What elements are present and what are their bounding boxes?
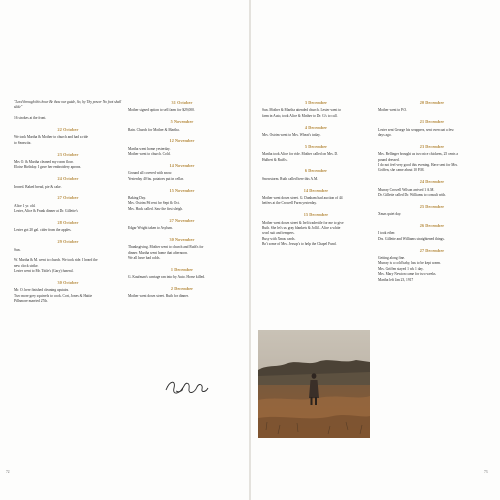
entry-date: 4 December bbox=[304, 124, 328, 130]
entry-text: Mother went down street. G. Dunham had auction of 44 heifers at the Crowell Farm yesterday. bbox=[262, 196, 343, 206]
entry-date: 5 December bbox=[304, 143, 328, 149]
diary-entry bbox=[128, 119, 236, 133]
entry-date: 3 December bbox=[304, 100, 328, 105]
entry-text: Rain. Church for Mother & Martha. bbox=[128, 127, 180, 132]
entry-date: 23 October bbox=[57, 151, 79, 157]
entry-text: Edgar Wright taken to Asylum. bbox=[128, 226, 173, 231]
diary-entry bbox=[14, 280, 122, 305]
entry-date: 1 December bbox=[170, 266, 194, 272]
diary-entry bbox=[128, 218, 236, 232]
entry-date: 30 November bbox=[169, 236, 195, 242]
entry-text: Mrs. Bellinger brought us two nice chickens, 25 cents a pound dressed. I do not feel very good this evening. Have sent for Mrs. Griffen, she came about 10 P.M. bbox=[378, 152, 458, 173]
diary-entry bbox=[262, 100, 370, 119]
diary-entry bbox=[262, 144, 370, 163]
entry-text: Xmas quiet day. bbox=[378, 212, 402, 217]
entry-date: 20 December bbox=[419, 100, 445, 105]
entry-text: Martha took Alice for ride. Mother called on Mrs. D. Hulbert & Ruth's. bbox=[262, 152, 339, 162]
entry-date: 14 November bbox=[169, 163, 195, 169]
diary-entry bbox=[378, 100, 486, 114]
entry-date: 15 November bbox=[169, 187, 195, 193]
entry-date: 5 November bbox=[170, 119, 194, 125]
entry-text: Murray Crowell Wilson arrived 1 A.M. Dr. Gillette called Dr. Williams to consult with. bbox=[378, 187, 447, 198]
entry-text: Thanksgiving. Mother went to church and Ruth's for dinner. Martha went home that afternoon. We all have bad colds. bbox=[128, 245, 204, 261]
entry-date: 28 October bbox=[57, 220, 79, 226]
entry-list bbox=[14, 127, 122, 305]
entry-text: Mother went to P.O. bbox=[378, 108, 408, 113]
diary-entry bbox=[14, 239, 122, 253]
entry-date: 6 December bbox=[304, 168, 328, 174]
diary-entry bbox=[14, 176, 122, 190]
entry-date: 21 December bbox=[419, 119, 445, 125]
diary-column-2 bbox=[128, 100, 236, 305]
entry-text: Snowstorm. Ruth called here this A.M. bbox=[262, 176, 319, 181]
entry-text: W. Martha & M. went to church. We took ride. I heard the new clock strike. Lester went to Mr. Tittle's (Gary) funeral. bbox=[14, 258, 98, 274]
diary-entry bbox=[262, 188, 370, 207]
entry-date: 27 December bbox=[419, 247, 445, 253]
entry-date: 26 December bbox=[419, 223, 445, 229]
intro-line: 16 strokes at the front. bbox=[14, 116, 47, 121]
diary-entry bbox=[378, 144, 486, 174]
entry-text: Lester sent George his wrappers, sent overcoat a few days ago. bbox=[378, 127, 454, 138]
diary-entry bbox=[128, 100, 236, 114]
entry-date: 12 November bbox=[169, 138, 195, 144]
entry-text: Sun. bbox=[14, 247, 21, 252]
diary-entry bbox=[14, 152, 122, 171]
book-gutter bbox=[249, 0, 251, 500]
diary-entry bbox=[378, 248, 486, 283]
entry-text: Alice 1 yr. old. Lester, Alice & Frank dinner at Dr. Gillette's bbox=[14, 203, 78, 214]
entry-text: Mother went down street & Ireli tradertile for me to give Ruth. She let's us gray blankets & Jollil.. Alice a white wool suit and tempers. Busy with Xmas cards. Bo't some of Mrs. Jessop's to help the Chapel Fund. bbox=[262, 220, 344, 247]
diary-entry bbox=[14, 195, 122, 214]
page-number-left: 72 bbox=[6, 470, 10, 474]
diary-entry bbox=[128, 267, 236, 281]
diary-entry bbox=[128, 138, 236, 157]
diary-entry bbox=[14, 127, 122, 146]
diary-entry bbox=[262, 212, 370, 247]
entry-date: 15 December bbox=[303, 212, 329, 218]
diary-entry bbox=[128, 188, 236, 213]
entry-text: Mr. O. here finished cleaning upstairs. Two more grey squirrels to cook. Cort, Jones & Hattie Pillsmore married 27th. bbox=[14, 288, 93, 304]
diary-column-4 bbox=[378, 100, 486, 288]
entry-text: Martha went home yesterday. Mother went to church. Cold. bbox=[128, 146, 171, 157]
diary-entry bbox=[128, 163, 236, 182]
entry-text: Mrs O. & Martha cleaned my room floor. Eloise Birthday. I gave her embroidery aprons. bbox=[14, 160, 82, 170]
entry-text: Mrs. Ostrim went to Mrs. Wheat's today. bbox=[262, 133, 321, 138]
entry-date: 14 December bbox=[303, 187, 329, 193]
entry-text: Ironed. Baked bread, pie & cake. bbox=[14, 184, 62, 189]
page-number-right: 73 bbox=[484, 470, 488, 474]
diary-entry bbox=[378, 119, 486, 138]
entry-date: 25 December bbox=[419, 203, 445, 209]
diary-column-1 bbox=[14, 100, 122, 310]
diary-entry bbox=[378, 204, 486, 218]
diary-entry bbox=[128, 286, 236, 300]
entry-date: 27 October bbox=[57, 195, 79, 201]
signature-flourish bbox=[162, 378, 210, 398]
diary-entry bbox=[14, 258, 122, 274]
opening-quote: "Lord through this hour Be thou our guide, So, by Thy power No foot shall slide" bbox=[14, 100, 122, 110]
entry-text: Baking Day. Mrs. Ostrim Pd rent for Sept & Oct. Mrs. Hack called. Saw the first sleigh. bbox=[128, 196, 183, 211]
diary-entry bbox=[262, 125, 370, 139]
entry-date: 22 October bbox=[57, 127, 79, 132]
entry-date: 27 November bbox=[169, 217, 195, 223]
entry-text: Ground all covered with snow. Yesterday 40 bu. potatoes put in cellar. bbox=[128, 171, 184, 181]
diary-entry bbox=[14, 220, 122, 234]
diary-entry bbox=[262, 168, 370, 182]
entry-date: 30 October bbox=[57, 280, 79, 286]
field-photograph bbox=[258, 330, 370, 438]
entry-date: 24 October bbox=[57, 176, 79, 182]
entry-text: Mother signed option to sell farm for $29,000. bbox=[128, 108, 195, 113]
entry-text: Sun. Mother & Martha attended church. Lester went to farm in Auto, took Alice & Mother to Dr. G's to call. bbox=[262, 108, 342, 118]
entry-date: 2 December bbox=[170, 286, 194, 292]
diary-entry bbox=[378, 223, 486, 242]
entry-text: I took ether. Drs. Gillette and Williams straightened things. bbox=[378, 231, 445, 241]
diary-entry bbox=[378, 179, 486, 198]
entry-text: Getting along fine. Murray is a cold baby, has to be kept warm. Mrs. Griffen stayed 1 wk 1 day. Mrs. Mary Newton came for two weeks. Martha left Jan 23, 1917 bbox=[378, 256, 441, 282]
diary-column-3 bbox=[262, 100, 370, 253]
diary-entry bbox=[128, 237, 236, 262]
entry-date: 24 December bbox=[419, 179, 445, 185]
entry-text: Lester got 20 gal. cider from the apples. bbox=[14, 228, 72, 233]
entry-text: Mother went down street. Ruth for dinner. bbox=[128, 294, 189, 299]
entry-date: 29 October bbox=[57, 239, 79, 245]
entry-text: We took Martha & Mother to church and had a ride to Seaswitz. bbox=[14, 135, 88, 145]
entry-text: G. Kaufman's carriage ran into by Auto. Horse killed. bbox=[128, 275, 205, 280]
entry-date: 31 October bbox=[171, 100, 193, 105]
entry-date: 23 December bbox=[419, 143, 445, 149]
